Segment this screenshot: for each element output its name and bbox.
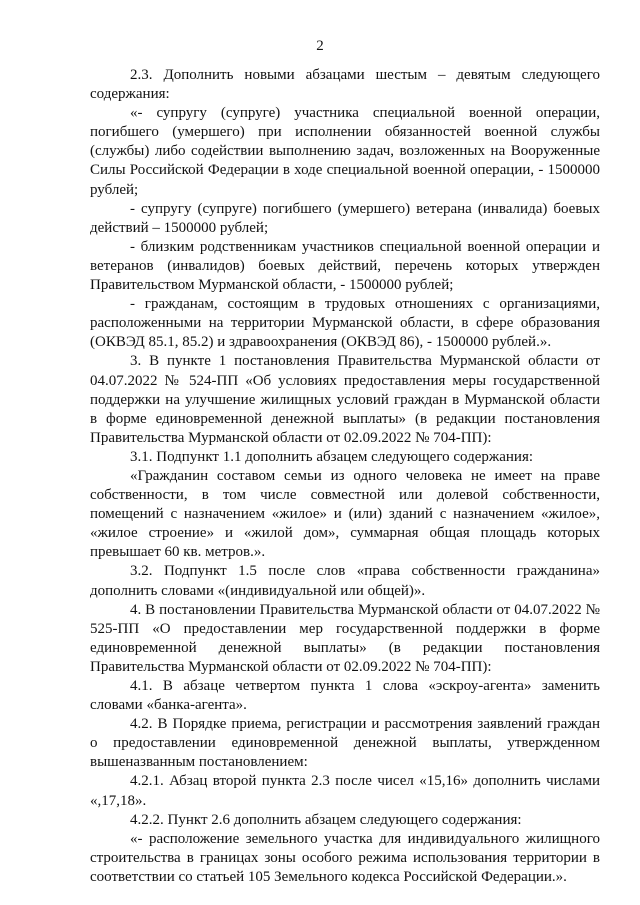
paragraph-relatives: - близким родственникам участников специальной военной операции и ветеранов (инвалидов) боевых действий, перечень которых утвержден Правительством Мурманской области, - 1500000 рублей; [90,238,600,294]
paragraph-3-2: 3.2. Подпункт 1.5 после слов «права собственности гражданина» дополнить словами «(индивидуальной или общей)». [90,563,600,599]
paragraph-employees: - гражданам, состоящим в трудовых отношениях с организациями, расположенными на территории Мурманской области, в сфере образования (ОКВЭД 85.1, 85.2) и здравоохранения (ОКВЭД 86), - 1500000 рублей.». [90,296,600,351]
document-body [90,66,600,887]
page-number: 2 [316,38,324,54]
paragraph-2-3: 2.3. Дополнить новыми абзацами шестым – девятым следующего содержания: [90,67,600,103]
paragraph-4-2-1: 4.2.1. Абзац второй пункта 2.3 после чисел «15,16» дополнить числами «,17,18». [90,773,600,809]
paragraph-3: 3. В пункте 1 постановления Правительства Мурманской области от 04.07.2022 № 524-ПП «Об условиях предоставления меры государственной поддержки на улучшение жилищных условий граждан в Мурманской области в форме единовременной денежной выплаты» (в редакции постановления Правительства Мурманской области от 02.09.2022 № 704-ПП): [90,353,600,446]
paragraph-4-1: 4.1. В абзаце четвертом пункта 1 слова «эскроу-агента» заменить словами «банка-агента». [90,678,600,714]
paragraph-4: 4. В постановлении Правительства Мурманской области от 04.07.2022 № 525-ПП «О предоставлении мер государственной поддержки в форме единовременной денежной выплаты» (в редакции постановления Правительства Мурманской области от 02.09.2022 № 704-ПП): [90,601,600,675]
paragraph-land-plot: «- расположение земельного участка для индивидуального жилищного строительства в границах зоны особого режима использования территории в соответствии со статьей 105 Земельного кодекса Российской Федерации.». [90,830,600,885]
paragraph-4-2: 4.2. В Порядке приема, регистрации и рассмотрения заявлений граждан о предоставлении единовременной денежной выплаты, утвержденном вышеназванным постановлением: [90,716,600,771]
paragraph-citizen: «Гражданин составом семьи из одного человека не имеет на праве собственности, в том числе совместной или долевой собственности, помещений с назначением «жилое» и (или) зданий с назначением «жилое», «жилое строение» и «жилой дом», суммарная общая площадь которых превышает 60 кв. метров.». [90,467,600,561]
paragraph-spouse-veteran: - супругу (супруге) погибшего (умершего) ветерана (инвалида) боевых действий – 1500000 рублей; [90,200,600,236]
paragraph-3-1: 3.1. Подпункт 1.1 дополнить абзацем следующего содержания: [130,448,534,465]
paragraph-4-2-2: 4.2.2. Пункт 2.6 дополнить абзацем следующего содержания: [130,811,522,828]
paragraph-spouse-svo: «- супругу (супруге) участника специальной военной операции, погибшего (умершего) при исполнении обязанностей военной службы (службы) либо содействии выполнению задач, возложенных на Вооруженные Силы Российской Федерации в ходе специальной военной операции, - 1500000 рублей; [90,105,600,198]
